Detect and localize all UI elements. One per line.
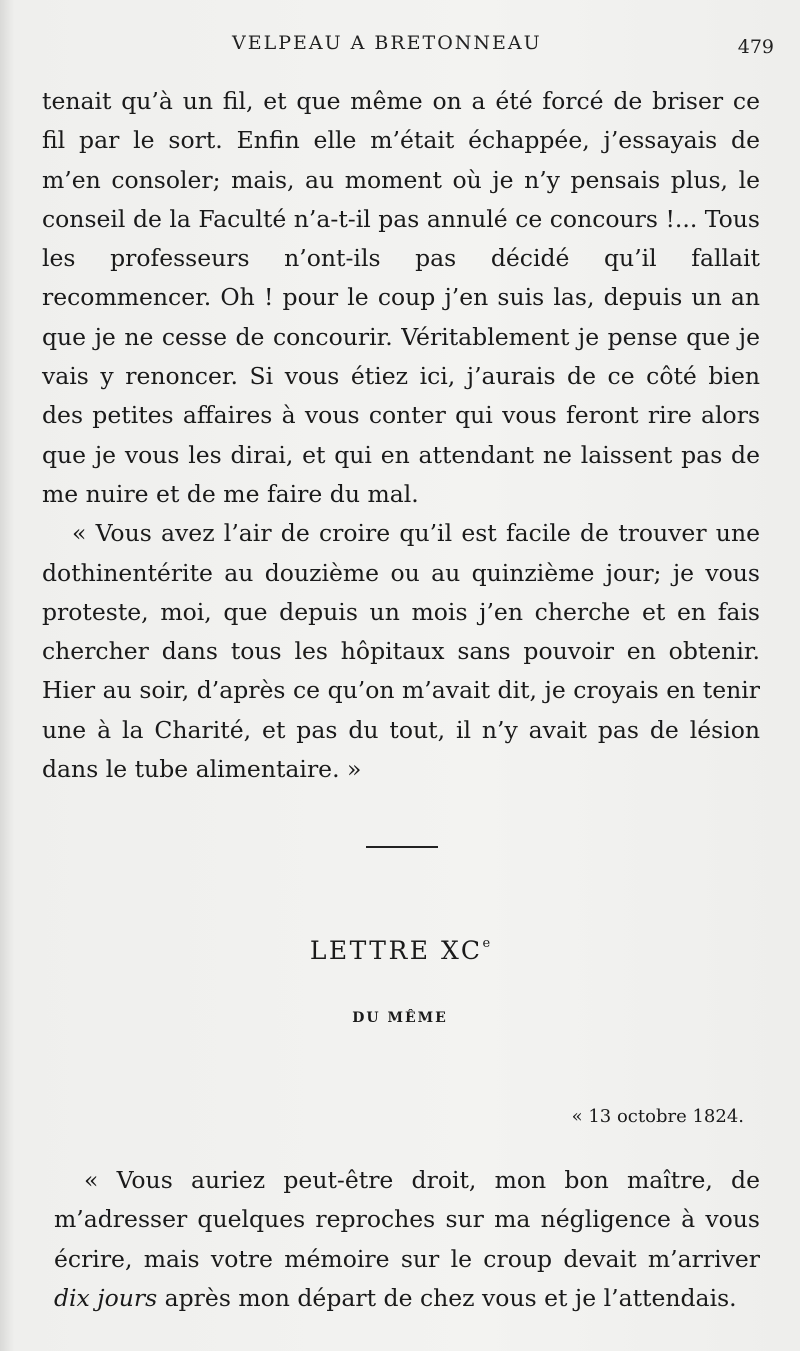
paragraph-quote: « Vous avez l’air de croire qu’il est facile de trouver une dothinentérite au douzième ou au quinzième jour; je vous proteste, moi, que depuis un mois j’en cherche et en fais chercher dans tous les hôpitaux sans pouvoir en obtenir. Hier au soir, d’après ce qu’on m’avait dit, je croyais en tenir une à la Charité, et pas du tout, il n’y avait pas de lésion dans le tube alimentaire. »	[42, 519, 760, 784]
letter-text-start: « Vous auriez peut-être droit, mon bon maître, de m’adresser quelques reproches sur ma négligence à vous écrire, mais votre mémoire sur le croup devait m’arriver	[54, 1166, 760, 1273]
page-header	[0, 30, 800, 64]
letter-body	[54, 1161, 760, 1318]
letter-date: « 13 octobre 1824.	[571, 1106, 744, 1127]
letter-paragraph	[54, 1161, 760, 1318]
main-text	[42, 82, 760, 789]
letter-text-end: après mon départ de chez vous et je l’attendais.	[157, 1283, 737, 1312]
letter-title-superscript: e	[482, 936, 491, 951]
letter-subtitle: DU MÊME	[352, 1010, 448, 1026]
letter-text-italic: dix jours	[54, 1283, 158, 1312]
paragraph-continuation: tenait qu’à un fil, et que même on a été forcé de briser ce fil par le sort. Enfin elle m’était échappée, j’essayais de m’en consoler; mais, au moment où je n’y pensais plus, le conseil de la Faculté n’a-t-il pas annulé ce concours !... Tous les professeurs n’ont-ils pas décidé qu’il fallait recommencer. Oh ! pour le coup j’en suis las, depuis un an que je ne cesse de concourir. Véritablement je pense que je vais y renoncer. Si vous étiez ici, j’aurais de ce côté bien des petites affaires à vous conter qui vous feront rire alors que je vous les dirai, et qui en attendant ne laissent pas de me nuire et de me faire du mal.	[42, 87, 760, 508]
letter-title-text: LETTRE XC	[309, 936, 483, 965]
running-head: VELPEAU A BRETONNEAU	[232, 32, 542, 54]
section-divider	[366, 846, 438, 848]
letter-title	[0, 936, 800, 965]
page-number: 479	[737, 36, 774, 58]
